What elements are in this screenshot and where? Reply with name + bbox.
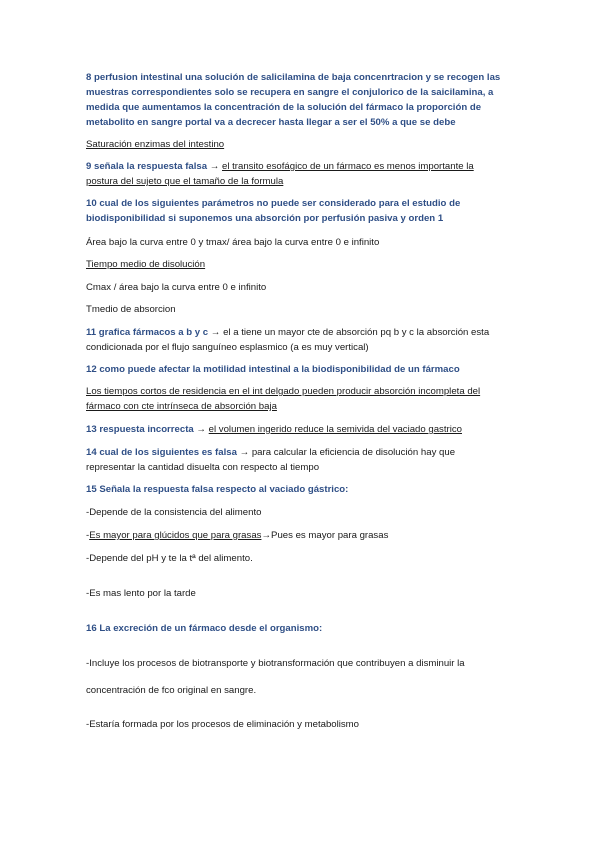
q11-question: 11 grafica fármacos a b y c — [86, 327, 209, 338]
q11-answer-part-2: condicionada por el flujo sanguíneo esplasmico (a es muy vertical) — [86, 342, 369, 353]
q10-option-3: Cmax / área bajo la curva entre 0 e infinito — [86, 282, 267, 293]
q12-question: 12 como puede afectar la motilidad intestinal a la biodisponibilidad de un fármaco — [86, 364, 460, 375]
q13-line — [86, 423, 516, 437]
q8-line-1: 8 perfusion intestinal una solución de salicilamina de baja concenrtracion y se recogen las — [86, 72, 501, 83]
q14-question: 14 cual de los siguientes es falsa — [86, 447, 237, 458]
q8-line-4: metabolito en sangre portal va a decrecer hasta llegar a ser el 50% a que se debe — [86, 117, 456, 128]
q9-line-1 — [86, 160, 516, 174]
q10-option-4: Tmedio de absorcion — [86, 304, 176, 315]
arrow-icon: → — [261, 530, 272, 541]
q15-option-3: -Depende del pH y te la tª del alimento. — [86, 553, 253, 564]
q11-line-1 — [86, 326, 516, 340]
q15-option-2-comment: Pues es mayor para grasas — [271, 530, 389, 541]
q9-answer-part-2: postura del sujeto que el tamaño de la formula — [86, 176, 284, 187]
q8-line-3: medida que aumentamos la concentración de la solución del fármaco la proporción de — [86, 102, 482, 113]
q13-answer: el volumen ingerido reduce la semivida del vaciado gastrico — [208, 424, 462, 435]
q10-line-2: biodisponibilidad si suponemos una absorción por perfusión pasiva y orden 1 — [86, 213, 444, 224]
q15-option-2 — [86, 529, 516, 543]
q14-answer-part-1: para calcular la eficiencia de disolución hay que — [251, 447, 456, 458]
arrow-icon: → — [239, 447, 250, 458]
q9-answer-part-1: el transito esofágico de un fármaco es menos importante la — [222, 161, 474, 172]
q16-option-1-line-2: concentración de fco original en sangre. — [86, 685, 257, 696]
q14-answer-part-2: representar la cantidad disuelta con respecto al tiempo — [86, 462, 320, 473]
q10-option-1: Área bajo la curva entre 0 y tmax/ área bajo la curva entre 0 e infinito — [86, 237, 380, 248]
q10-line-1: 10 cual de los siguientes parámetros no puede ser considerado para el estudio de — [86, 198, 461, 209]
q12-answer-part-1: Los tiempos cortos de residencia en el int delgado pueden producir absorción incompleta del — [86, 386, 481, 397]
q12-answer-part-2: fármaco con cte intrínseca de absorción baja — [86, 401, 277, 412]
q8-answer: Saturación enzimas del intestino — [86, 139, 225, 150]
q15-option-2-underlined: Es mayor para glúcidos que para grasas — [89, 530, 262, 541]
q16-option-2: -Estaría formada por los procesos de eliminación y metabolismo — [86, 719, 360, 730]
q10-option-2: Tiempo medio de disolución — [86, 259, 206, 270]
arrow-icon: → — [196, 424, 206, 435]
q15-question: 15 Señala la respuesta falsa respecto al vaciado gástrico: — [86, 484, 349, 495]
q15-option-4: -Es mas lento por la tarde — [86, 588, 196, 599]
q16-option-1-line-1: -Incluye los procesos de biotransporte y biotransformación que contribuyen a disminuir la — [86, 658, 465, 669]
q15-option-2-dash: - — [86, 530, 90, 541]
q13-question: 13 respuesta incorrecta — [86, 424, 194, 435]
q8-line-2: muestras correspondientes solo se recupera en sangre el conjulorico de la saicilamina, a — [86, 87, 494, 98]
q15-option-1: -Depende de la consistencia del alimento — [86, 507, 262, 518]
q11-answer-part-1: el a tiene un mayor cte de absorción pq b y c la absorción esta — [223, 327, 490, 338]
q14-line-1 — [86, 446, 516, 460]
arrow-icon: → — [209, 161, 220, 172]
arrow-icon: → — [210, 327, 221, 338]
q9-question: 9 señala la respuesta falsa — [86, 161, 208, 172]
q16-question: 16 La excreción de un fármaco desde el organismo: — [86, 623, 323, 634]
